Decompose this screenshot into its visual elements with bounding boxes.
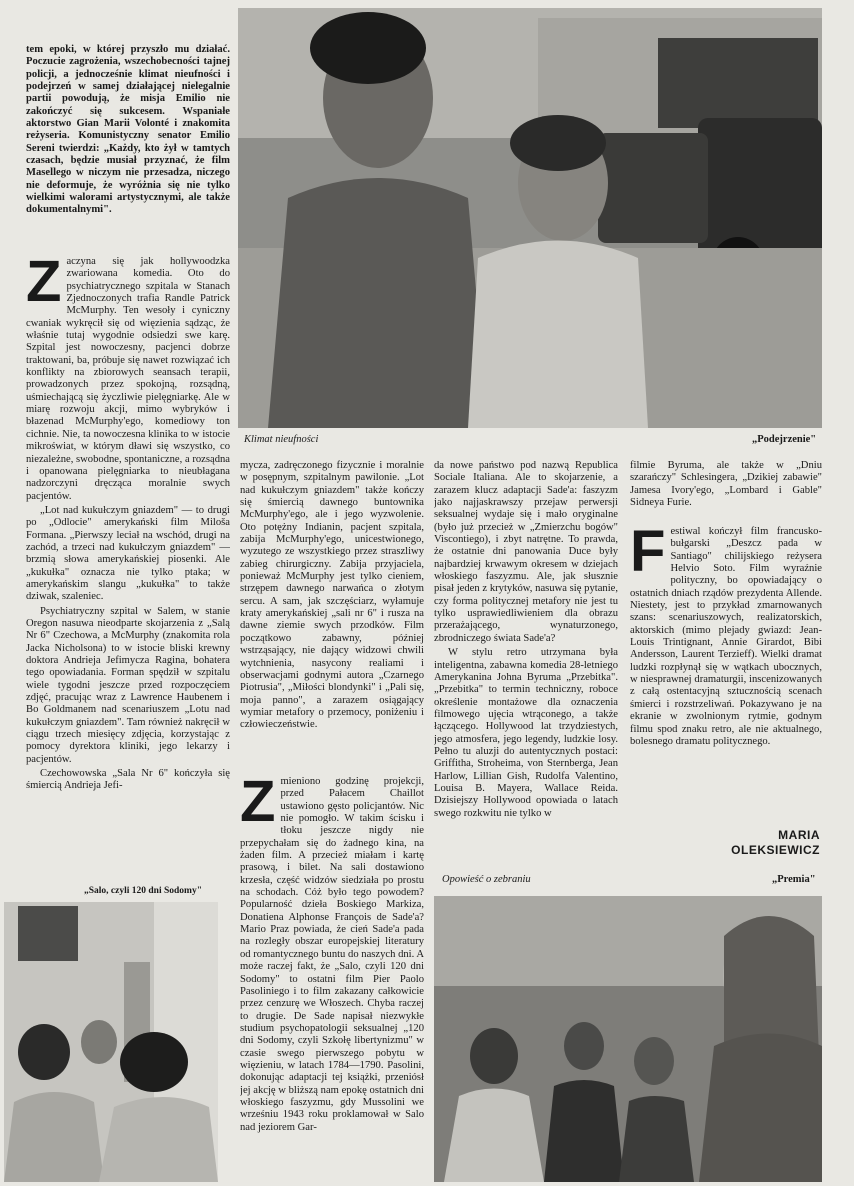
drop-cap: F bbox=[630, 526, 666, 584]
paragraph: „Lot nad kukułczym gniazdem" — to drugi po „Odlocie" amerykański film Miloša Formana. „Pierwszy leciał na wschód, drugi na zachód, a trzeci nad kukułczym gniazdem" — brzmią słowa amerykańskiej piosenki. Ale „kukułka" oznacza nie tylko ptaka; w amerykańskim slangu „kukułka" to także dziwak, szaleniec. bbox=[26, 504, 230, 603]
paragraph: Psychiatryczny szpital w Salem, w stanie Oregon nasuwa nieodparte skojarzenia z „Salą Nr 6" Czechowa, a McMurphy (znakomita rola Jacka Nicholsona) to w istocie bliski krewny doktora Andrieja Jefimycza Ragina, bohatera tego opowiadania. Forman spędził w szpitalu wiele tygodni jeszcze przed rozpoczęciem zdjęć, pracując wraz z Lawrence Haubenem i Bo Goldmanem nad scenariuszem „Lotu nad kukułczym gniazdem". Tam również nakręcił w ciągu trzech miesięcy zdjęcia, korzystając z pomocy dyrektora kliniki, jego lekarzy i pacjentów. bbox=[26, 605, 230, 765]
paragraph: estiwal kończył film francusko-bułgarski „Deszcz pada w Santiago" chilijskiego reżysera Helvio Soto. Film wyraźnie polityczny, bo opowiadający o ostatnich dniach rządów prezydenta Allende. Niestety, jest to przykład zmarnowanych szans: scenariuszowych, realizatorskich, aktorskich (mimo plejady gwiazd: Jean-Louis Trintignant, Annie Girardot, Bibi Andersson, Laurent Terzieff). Wielki dramat ludzki rozpłynął się w wątkach ubocznych, w niesprawnej dramaturgii, inscenizowanych z całą ostentacyjną sztucznością scenach śmierci i rozstrzeliwań. Pokazywano je na ekranie w zwolnionym rytmie, godnym filmu spod znaku retro, ale nie aktualnego, bolesnego dramatu politycznego. bbox=[630, 526, 822, 747]
author-last-name: OLEKSIEWICZ bbox=[731, 843, 820, 857]
caption-salo: „Salo, czyli 120 dni Sodomy" bbox=[84, 886, 202, 896]
caption-premia: „Premia" bbox=[772, 874, 816, 885]
caption-podejrzenie: „Podejrzenie" bbox=[752, 434, 817, 445]
author-first-name: MARIA bbox=[778, 828, 820, 842]
column-2-main bbox=[240, 776, 424, 1174]
column-2-top bbox=[240, 460, 424, 768]
photo-salo bbox=[4, 902, 218, 1182]
photo-premia bbox=[434, 896, 822, 1182]
paragraph: aczyna się jak hollywoodzka zwariowana komedia. Oto do psychiatrycznego szpitala w Stanach Zjednoczonych trafia Randle Patrick McMurphy. Ten wesoły i cyniczny cwaniak wykręcił się od więzienia sądząc, że właśnie tutaj wygodnie odsiedzi swe karę. Szpital jest nowoczesny, pacjenci dobrze traktowani, ba, próbuje się nawet rozwiązać ich konflikty na zbiorowych seansach terapii, prowadzonych przez spokojną, rozsądną, uśmiechającą się życzliwie pielęgniarkę. Ale w miarę rozwoju akcji, mimo wybryków i błazenad McMurphy'ego, komediowy ton cichnie. Nie, ta nowoczesna klinika to w istocie mikroświat, w którym dławi się wszystko, co niezależne, swobodne, spontaniczne, a rozsądna i opanowana pielęgniarka to nieubłagana nadzorczyni dręcząca moralnie swych pacjentów. bbox=[26, 256, 230, 502]
paragraph: tem epoki, w której przyszło mu działać. Poczucie zagrożenia, wszechobecności tajnej policji, a jednocześnie klimat nieufności i podejrzeń w samej działającej nielegalnie partii powodują, że misja Emilio nie zakończyć się sukcesem. Wspaniałe aktorstwo Gian Marii Volonté i znakomita reżyseria. Komunistyczny senator Emilio Sereni twierdzi: „Każdy, kto żył w tamtych czasach, będzie musiał przyznać, że film Masellego w niczym nie przesadza, niczego nie deformuje, że wyróżnia się nie tylko wielkimi walorami artystycznymi, ale także dokumentalnymi". bbox=[26, 44, 230, 216]
photo-podejrzenie bbox=[238, 8, 822, 428]
paragraph: filmie Byruma, ale także w „Dniu szarańczy" Schlesingera, „Dzikiej zabawie" Jamesa Ivory'ego, „Lombard i Gable" Sidneya Furie. bbox=[630, 460, 822, 509]
paragraph: Czechowowska „Sala Nr 6" kończyła się śmiercią Andrieja Jefi- bbox=[26, 768, 230, 792]
column-1-top bbox=[26, 44, 230, 250]
column-4-top bbox=[630, 460, 822, 522]
caption-klimat-nieufnosci: Klimat nieufności bbox=[244, 434, 319, 445]
drop-cap: Z bbox=[26, 256, 62, 314]
author-signature bbox=[640, 828, 820, 858]
column-4-main bbox=[630, 526, 822, 808]
drop-cap: Z bbox=[240, 776, 276, 834]
column-1-main bbox=[26, 256, 230, 878]
paragraph: da nowe państwo pod nazwą Republica Sociale Italiana. Ale to skojarzenie, a zarazem klucz adaptacji Sade'a: faszyzm jako najjaskrawszy przejaw perwersji seksualnej wydaje się i mało oryginalne (było już przecież w „Zmierzchu bogów" Viscontiego), i zbyt natrętne. To prawda, że ostatnie dni panowania Duce były najbardziej krwawym okresem w dziejach włoskiego faszyzmu. Ale, jak słusznie pisał jeden z krytyków, nasuwa się pytanie, czy forma politycznej metafory nie jest tu tylko usprawiedliwieniem dla obrazu przerażającego, wynaturzonego, zbrodniczego świata Sade'a? bbox=[434, 460, 618, 644]
paragraph: W stylu retro utrzymana była inteligentna, zabawna komedia 28-letniego Amerykanina Johna Byruma „Przebitka". „Przebitka" to termin techniczny, roboce określenie montażowe dla oznaczenia filmowego ujęcia wtrąconego, a także łączącego. Hollywood lat trzydziestych, jego atmosfera, jego legendy, ludzkie losy. Pełno tu aluzji do autentycznych postaci: Griffitha, Stroheima, von Sternberga, Jean Harlow, Lillian Gish, Rudolfa Valentino, Louisa B. Mayera, Wallace Reida. Dzisiejszy Hollywood opowiada o latach swego rozkwitu nie tylko w bbox=[434, 647, 618, 819]
paragraph: mieniono godzinę projekcji, przed Pałacem Chaillot ustawiono gęsto policjantów. Nic nie pomogło. W takim ścisku i tłoku jeszcze nigdy nie przepychałam się do żadnego kina, na żaden film. A przecież miałam i kartę prasową, i bilet. Na sali dostawiono krzesła, część widzów siedziała po prostu na schodach. Cóż było tego powodem? Popularność dzieła Boskiego Markiza, Donatiena Alphonse François de Sade'a? Mario Praz powiada, że cień Sade'a pada na rozległy obszar europejskiej literatury od romantycznego buntu do naszych dni. A może raczej fakt, że „Salo, czyli 120 dni Sodomy" to ostatni film Pier Paolo Pasoliniego i to film zakazany całkowicie przez cenzurę we Włoszech. Chyba raczej to drugie. De Sade napisał niezwykłe studium psychopatologii seksualnej „120 dni Sodomy, czyli Szkołę libertynizmu" w czasie swego pierwszego pobytu w więzieniu, w latach 1784—1790. Pasolini, dokonując adaptacji tej książki, przeniósł jej akcję w bliższą nam epokę ostatnich dni włoskiego faszyzmu, gdy Mussolini we wrześniu 1943 roku proklamował w Salo nad jeziorem Gar- bbox=[240, 776, 424, 1133]
column-3 bbox=[434, 460, 618, 868]
caption-opowiesc-o-zebraniu: Opowieść o zebraniu bbox=[442, 874, 531, 885]
paragraph: mycza, zadręczonego fizycznie i moralnie w posępnym, szpitalnym pawilonie. „Lot nad kukułczym gniazdem" także kończy się śmiercią dawnego buntownika McMurphy'ego, ale i jego wyzwolenie. Oto potężny Indianin, pacjent szpitala, zabija McMurphy'ego, unicestwionego, wyzutego ze wszystkiego przez straszliwy zabieg chirurgiczny. Zabija przyjaciela, ponieważ McMurphy jest tylko cieniem, strzępem dawnego narwańca o złotym sercu. A sam, jak szczęściarz, wyłamuje kraty amerykańskiej „sali nr 6" i rusza na dawne ziemie swych przodków. Film początkowo zabawny, później wstrząsający, nie dający widzowi chwili wytchnienia, nasycony realiami i obserwacjami godnymi autora „Czarnego Piotrusia", „Miłości blondynki" i „Pali się, moja panno", a zarazem osiągający wymiar metafory o przemocy, poniżeniu i człowieczeństwie. bbox=[240, 460, 424, 731]
